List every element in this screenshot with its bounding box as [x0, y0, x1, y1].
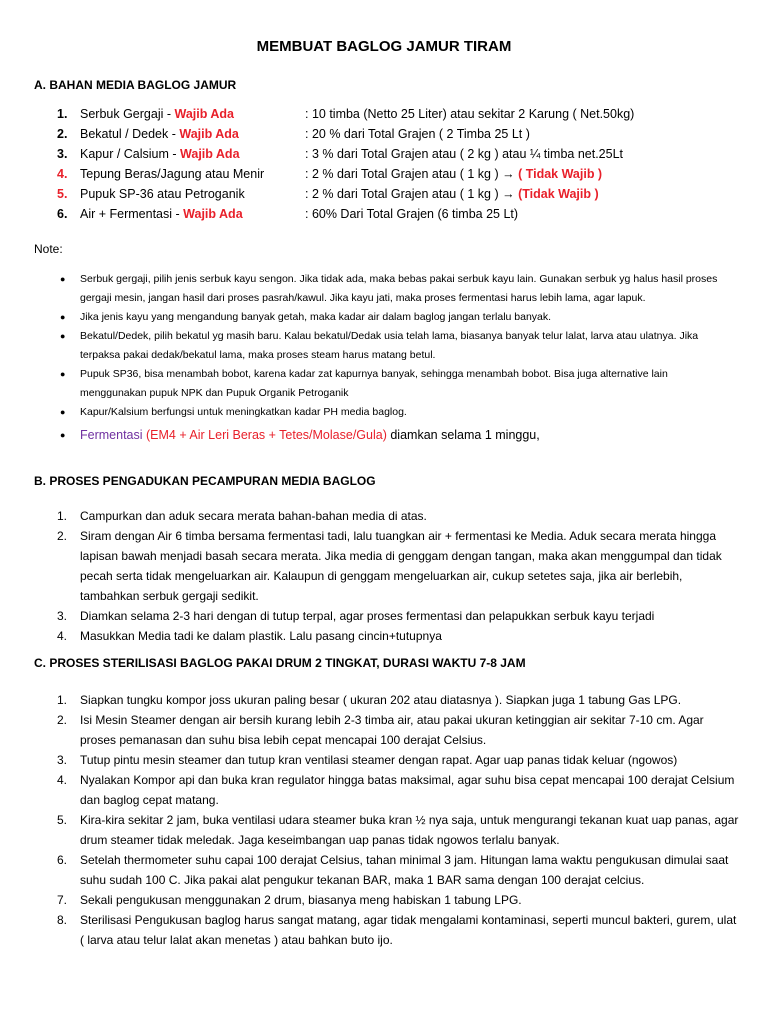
bahan-name — [80, 127, 239, 141]
list-item — [0, 506, 768, 526]
list-text: Diamkan selama 2-3 hari dengan di tutup terpal, agar proses fermentasi dan pelapukkan serbuk kayu terjadi — [80, 609, 655, 623]
bahan-name-text: Pupuk SP-36 atau Petroganik — [80, 187, 245, 201]
bahan-row — [0, 127, 768, 147]
list-number: 1. — [57, 693, 68, 707]
note-item — [0, 308, 768, 327]
bullet-icon: ● — [60, 430, 66, 440]
bahan-number: 6. — [57, 207, 68, 221]
tidak-wajib-tag: ( Tidak Wajib ) — [518, 167, 603, 181]
bullet-icon: ● — [60, 369, 66, 379]
note-text: Pupuk SP36, bisa menambah bobot, karena kadar zat kapurnya banyak, sehingga menambah bobot. Bisa juga alternative lain menggunakan pupuk NPK dan Pupuk Organik Petroganik — [80, 368, 668, 399]
bahan-desc — [305, 167, 602, 181]
bahan-row — [0, 107, 768, 127]
list-text: Kira-kira sekitar 2 jam, buka ventilasi udara steamer buka kran ½ nya saja, untuk mengurangi tekanan kuat uap panas, agar drum steamer tidak meledak. Jaga keseimbangan uap panas tidak ngowos terlalu banyak. — [80, 813, 739, 847]
bahan-name — [80, 147, 240, 161]
list-text: Nyalakan Kompor api dan buka kran regulator hingga batas maksimal, agar suhu bisa cepat mencapai 100 derajat Celsium dan baglog cepat matang. — [80, 773, 735, 807]
bahan-desc — [305, 107, 634, 121]
wajib-ada-tag: Wajib Ada — [180, 147, 240, 161]
bahan-name — [80, 207, 243, 221]
bahan-number: 1. — [57, 107, 68, 121]
fermentasi-close: ) — [382, 428, 387, 442]
bahan-desc-text: : 2 % dari Total Grajen atau ( 1 kg ) → — [305, 187, 519, 201]
bahan-name-text: Tepung Beras/Jagung atau Menir — [80, 167, 265, 181]
note-item — [0, 365, 768, 403]
list-text: Sekali pengukusan menggunakan 2 drum, biasanya meng habiskan 1 tabung LPG. — [80, 893, 522, 907]
page-title: MEMBUAT BAGLOG JAMUR TIRAM — [256, 38, 512, 55]
bahan-name-text: Kapur / Calsium - — [80, 147, 181, 161]
bahan-desc — [305, 147, 623, 161]
note-label: Note: — [34, 242, 63, 256]
list-number: 5. — [57, 813, 68, 827]
list-item — [0, 606, 768, 626]
note-item-fermentasi — [0, 424, 768, 446]
tidak-wajib-tag: (Tidak Wajib ) — [518, 187, 599, 201]
bahan-name — [80, 107, 234, 121]
wajib-ada-tag: Wajib Ada — [183, 207, 243, 221]
fermentasi-open: ( — [142, 428, 151, 442]
list-number: 3. — [57, 753, 68, 767]
bahan-name-text: Air + Fermentasi - — [80, 207, 184, 221]
note-text: Bekatul/Dedek, pilih bekatul yg masih baru. Kalau bekatul/Dedak usia telah lama, biasanya banyak telur lalat, larva atau ulatnya. Jika terpaksa pakai dedak/bekatul lama, maka proses steam harus matang betul. — [80, 330, 699, 361]
bahan-number: 3. — [57, 147, 68, 161]
list-number: 1. — [57, 509, 68, 523]
list-number: 4. — [57, 629, 68, 643]
list-item — [0, 690, 768, 710]
bahan-row — [0, 207, 768, 227]
list-text: Masukkan Media tadi ke dalam plastik. Lalu pasang cincin+tutupnya — [80, 629, 442, 643]
list-item — [0, 526, 768, 606]
bahan-name — [80, 167, 264, 181]
list-item — [0, 750, 768, 770]
list-number: 7. — [57, 893, 68, 907]
fermentasi-label: Fermentasi — [80, 428, 143, 442]
bahan-row — [0, 187, 768, 207]
list-number: 2. — [57, 529, 68, 543]
bahan-desc — [305, 207, 518, 221]
list-item — [0, 770, 768, 810]
bahan-name-text: Serbuk Gergaji - — [80, 107, 175, 121]
fermentasi-rest: diamkan selama 1 minggu, — [386, 428, 540, 442]
list-text: Setelah thermometer suhu capai 100 derajat Celsius, tahan minimal 3 jam. Hitungan lama waktu pengukusan dimulai saat suhu sudah 100 C. Jika pakai alat pengukur tekanan BAR, maka 1 BAR sama dengan 100 derajat celcius. — [80, 853, 729, 887]
list-item — [0, 850, 768, 890]
bahan-name — [80, 187, 245, 201]
bahan-name-text: Bekatul / Dedek - — [80, 127, 180, 141]
list-text: Sterilisasi Pengukusan baglog harus sangat matang, agar tidak mengalami kontaminasi, seperti muncul bakteri, gurem, ulat ( larva atau telur lalat akan menetas ) atau bahkan buto ijo. — [80, 913, 737, 947]
bahan-number: 2. — [57, 127, 68, 141]
bahan-number: 4. — [57, 167, 68, 181]
note-item — [0, 327, 768, 365]
note-text: Serbuk gergaji, pilih jenis serbuk kayu sengon. Jika tidak ada, maka bebas pakai serbuk kayu lain. Gunakan serbuk yg halus hasil proses gergaji mesin, jangan hasil dari proses pasrah/kawul. Jika kayu jati, maka proses fermentasi harus lebih lama, agar lapuk. — [80, 273, 718, 304]
wajib-ada-tag: Wajib Ada — [179, 127, 239, 141]
bullet-icon: ● — [60, 331, 66, 341]
note-item — [0, 270, 768, 308]
bahan-desc-text: : 3 % dari Total Grajen atau ( 2 kg ) atau ¼ timba net.25Lt — [305, 147, 624, 161]
bahan-row — [0, 147, 768, 167]
bahan-number: 5. — [57, 187, 68, 201]
bahan-desc-text: : 10 timba (Netto 25 Liter) atau sekitar 2 Karung ( Net.50kg) — [305, 107, 635, 121]
list-number: 6. — [57, 853, 68, 867]
bullet-icon: ● — [60, 312, 66, 322]
list-number: 3. — [57, 609, 68, 623]
section-c-list — [0, 690, 768, 950]
bullet-icon: ● — [60, 407, 66, 417]
note-text: Kapur/Kalsium berfungsi untuk meningkatkan kadar PH media baglog. — [80, 406, 407, 418]
bahan-desc-text: : 2 % dari Total Grajen atau ( 1 kg ) → — [305, 167, 519, 181]
list-text: Campurkan dan aduk secara merata bahan-bahan media di atas. — [80, 509, 427, 523]
list-item — [0, 890, 768, 910]
section-a-heading: A. BAHAN MEDIA BAGLOG JAMUR — [34, 78, 237, 92]
list-number: 4. — [57, 773, 68, 787]
bahan-desc — [305, 187, 599, 201]
list-number: 8. — [57, 913, 68, 927]
note-item — [0, 403, 768, 422]
list-text: Siapkan tungku kompor joss ukuran paling besar ( ukuran 202 atau diatasnya ). Siapkan juga 1 tabung Gas LPG. — [80, 693, 682, 707]
list-text: Isi Mesin Steamer dengan air bersih kurang lebih 2-3 timba air, atau pakai ukuran ketinggian air sekitar 7-10 cm. Agar proses pemanasan dan suhu bisa lebih cepat mencapai 100 derajat Celsius. — [80, 713, 704, 747]
bullet-icon: ● — [60, 274, 66, 284]
bahan-desc — [305, 127, 530, 141]
list-item — [0, 710, 768, 750]
bahan-desc-text: : 60% Dari Total Grajen (6 timba 25 Lt) — [305, 207, 519, 221]
section-b-list — [0, 506, 768, 646]
list-item — [0, 626, 768, 646]
list-text: Siram dengan Air 6 timba bersama fermentasi tadi, lalu tuangkan air + fermentasi ke Media. Aduk secara merata hingga lapisan bawah menjadi basah secara merata. Jika media di genggam dengan tangan, maka akan menggumpal dan tidak pecah serta tidak mengeluarkan air. Kalaupun di genggam mengeluarkan air, cukup setetes saja, jika air berlebih, tambahkan serbuk gergaji sedikit. — [80, 529, 722, 603]
fermentasi-mix: EM4 + Air Leri Beras + Tetes/Molase/Gula — [150, 428, 383, 442]
note-text: Jika jenis kayu yang mengandung banyak getah, maka kadar air dalam baglog jangan terlalu banyak. — [80, 311, 552, 323]
list-item — [0, 810, 768, 850]
list-text: Tutup pintu mesin steamer dan tutup kran ventilasi steamer dengan rapat. Agar uap panas tidak keluar (ngowos) — [80, 753, 678, 767]
section-b-heading: B. PROSES PENGADUKAN PECAMPURAN MEDIA BAGLOG — [34, 474, 376, 488]
wajib-ada-tag: Wajib Ada — [174, 107, 234, 121]
list-number: 2. — [57, 713, 68, 727]
list-item — [0, 910, 768, 950]
note-list — [0, 270, 768, 446]
bahan-row — [0, 167, 768, 187]
bahan-desc-text: : 20 % dari Total Grajen ( 2 Timba 25 Lt ) — [305, 127, 530, 141]
section-c-heading: C. PROSES STERILISASI BAGLOG PAKAI DRUM 2 TINGKAT, DURASI WAKTU 7-8 JAM — [34, 656, 526, 670]
